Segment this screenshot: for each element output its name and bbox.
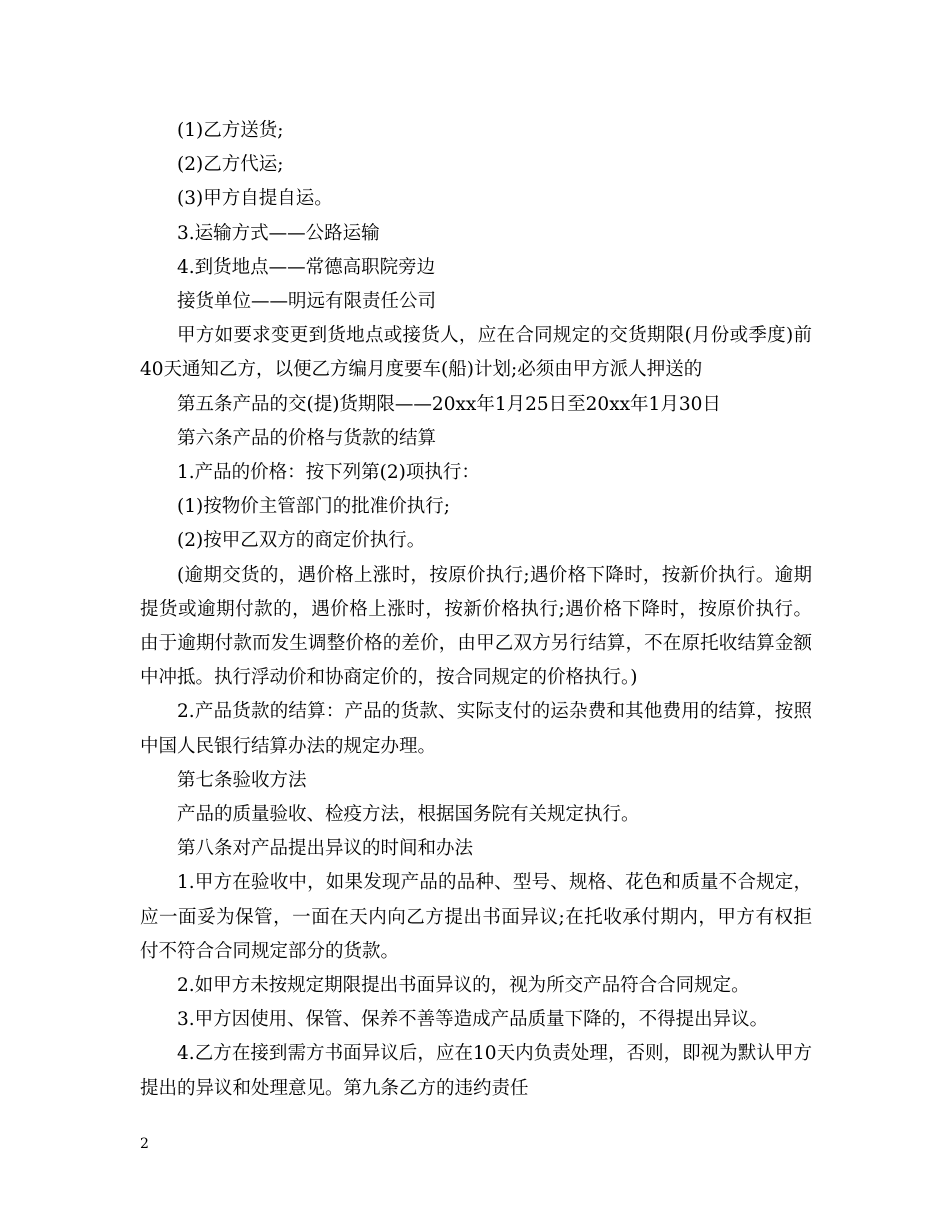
paragraph: 3.运输方式——公路运输 (177, 222, 380, 244)
paragraph: 第六条产品的价格与货款的结算 (177, 427, 437, 449)
body-text (140, 114, 812, 1106)
paragraph: (逾期交货的，遇价格上涨时，按原价执行;遇价格下降时，按新价执行。逾期提货或逾期付款的，遇价格上涨时，按新价格执行;遇价格下降时，按原价执行。由于逾期付款而发生调整价格的差价，由甲乙双方另行结算，不在原托收结算金额中冲抵。执行浮动价和协商定价的，按合同规定的价格执行。) (140, 564, 812, 689)
paragraph: 2.如甲方未按规定期限提出书面异议的，视为所交产品符合合同规定。 (177, 975, 750, 997)
paragraph: (1)乙方送货; (177, 120, 284, 141)
paragraph: 甲方如要求变更到货地点或接货人，应在合同规定的交货期限(月份或季度)前40天通知乙方，以便乙方编月度要车(船)计划;必须由甲方派人押送的 (140, 325, 812, 381)
paragraph: 产品的质量验收、检疫方法，根据国务院有关规定执行。 (177, 804, 640, 826)
paragraph: 第七条验收方法 (177, 769, 307, 791)
paragraph: 1.甲方在验收中，如果发现产品的品种、型号、规格、花色和质量不合规定，应一面妥为保管，一面在天内向乙方提出书面异议;在托收承付期内，甲方有权拒付不符合合同规定部分的货款。 (140, 872, 812, 962)
page-number: 2 (140, 1136, 149, 1152)
paragraph: 3.甲方因使用、保管、保养不善等造成产品质量下降的，不得提出异议。 (177, 1009, 769, 1031)
paragraph: 接货单位——明远有限责任公司 (177, 291, 437, 313)
paragraph: 1.产品的价格：按下列第(2)项执行： (177, 462, 480, 484)
paragraph: (2)按甲乙双方的商定价执行。 (177, 530, 426, 552)
paragraph: 第八条对产品提出异议的时间和办法 (177, 838, 474, 860)
paragraph: (3)甲方自提自运。 (177, 188, 333, 210)
paragraph: 4.乙方在接到需方书面异议后，应在10天内负责处理，否则，即视为默认甲方提出的异议和处理意见。第九条乙方的违约责任 (140, 1043, 812, 1099)
paragraph: 第五条产品的交(提)货期限——20xx年1月25日至20xx年1月30日 (177, 393, 721, 415)
paragraph: 2.产品货款的结算：产品的货款、实际支付的运杂费和其他费用的结算，按照中国人民银行结算办法的规定办理。 (140, 701, 812, 757)
paragraph: (1)按物价主管部门的批准价执行; (177, 496, 450, 518)
paragraph: 4.到货地点——常德高职院旁边 (177, 256, 436, 278)
paragraph: (2)乙方代运; (177, 154, 284, 176)
